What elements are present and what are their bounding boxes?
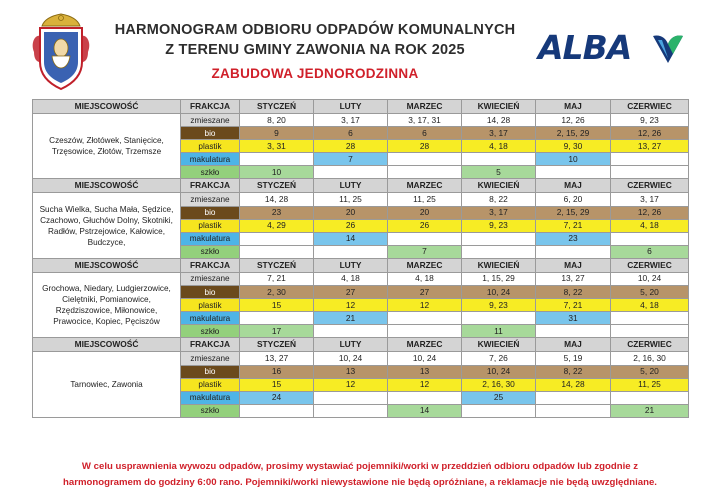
column-header: STYCZEŃ bbox=[240, 100, 314, 114]
subtitle: ZABUDOWA JEDNORODZINNA bbox=[211, 66, 419, 81]
date-cell: 6, 20 bbox=[536, 193, 611, 206]
date-cell: 4, 18 bbox=[462, 140, 536, 153]
date-cell: 26 bbox=[314, 219, 388, 232]
date-cell: 1, 15, 29 bbox=[462, 272, 536, 285]
date-cell: 11 bbox=[462, 325, 536, 338]
date-cell bbox=[536, 391, 611, 404]
fraction-cell: makulatura bbox=[181, 391, 240, 404]
date-cell: 15 bbox=[240, 299, 314, 312]
date-cell: 14, 28 bbox=[462, 114, 536, 127]
header-row bbox=[33, 258, 689, 272]
date-cell: 25 bbox=[462, 391, 536, 404]
column-header: MARZEC bbox=[388, 179, 462, 193]
date-cell: 10 bbox=[536, 153, 611, 166]
date-cell bbox=[240, 312, 314, 325]
date-cell bbox=[462, 245, 536, 258]
date-cell: 5, 19 bbox=[536, 352, 611, 365]
fraction-cell: plastik bbox=[181, 140, 240, 153]
date-cell: 9, 23 bbox=[611, 114, 689, 127]
header-row bbox=[33, 338, 689, 352]
date-cell: 4, 18 bbox=[611, 299, 689, 312]
date-cell: 3, 17 bbox=[462, 127, 536, 140]
date-cell: 12, 26 bbox=[611, 206, 689, 219]
municipality-crest-icon bbox=[30, 12, 92, 92]
date-cell: 2, 30 bbox=[240, 286, 314, 299]
column-header: MAJ bbox=[536, 179, 611, 193]
date-cell: 27 bbox=[314, 286, 388, 299]
date-cell: 10, 24 bbox=[611, 272, 689, 285]
column-header: MIEJSCOWOŚĆ bbox=[33, 100, 181, 114]
fraction-cell: szkło bbox=[181, 325, 240, 338]
date-cell: 10, 24 bbox=[462, 286, 536, 299]
date-cell: 7, 21 bbox=[536, 219, 611, 232]
column-header: LUTY bbox=[314, 338, 388, 352]
date-cell bbox=[462, 404, 536, 417]
date-cell bbox=[388, 153, 462, 166]
column-header: LUTY bbox=[314, 258, 388, 272]
title-line-1: HARMONOGRAM ODBIORU ODPADÓW KOMUNALNYCH bbox=[114, 22, 516, 38]
date-cell bbox=[314, 404, 388, 417]
date-cell: 3, 17, 31 bbox=[388, 114, 462, 127]
date-cell bbox=[611, 232, 689, 245]
title-line-2: Z TERENU GMINY ZAWONIA NA ROK 2025 bbox=[165, 42, 465, 58]
column-header: KWIECIEŃ bbox=[462, 179, 536, 193]
date-cell bbox=[388, 232, 462, 245]
date-cell: 14, 28 bbox=[536, 378, 611, 391]
date-cell bbox=[536, 166, 611, 179]
date-cell bbox=[536, 245, 611, 258]
date-cell: 13, 27 bbox=[536, 272, 611, 285]
date-cell: 7 bbox=[388, 245, 462, 258]
fraction-cell: szkło bbox=[181, 166, 240, 179]
header bbox=[0, 0, 720, 96]
date-cell bbox=[240, 404, 314, 417]
date-cell bbox=[611, 166, 689, 179]
date-cell: 10, 24 bbox=[462, 365, 536, 378]
date-cell bbox=[240, 245, 314, 258]
date-cell: 8, 22 bbox=[536, 365, 611, 378]
date-cell: 9, 23 bbox=[462, 219, 536, 232]
date-cell bbox=[388, 166, 462, 179]
date-cell: 24 bbox=[240, 391, 314, 404]
date-cell bbox=[611, 153, 689, 166]
table-row bbox=[33, 272, 689, 285]
date-cell: 9, 23 bbox=[462, 299, 536, 312]
date-cell: 2, 16, 30 bbox=[462, 378, 536, 391]
column-header: MARZEC bbox=[388, 258, 462, 272]
date-cell bbox=[388, 391, 462, 404]
date-cell: 31 bbox=[536, 312, 611, 325]
column-header: FRAKCJA bbox=[181, 100, 240, 114]
date-cell: 13 bbox=[388, 365, 462, 378]
date-cell bbox=[462, 232, 536, 245]
date-cell: 7, 21 bbox=[240, 272, 314, 285]
date-cell bbox=[536, 325, 611, 338]
date-cell bbox=[240, 153, 314, 166]
date-cell bbox=[462, 153, 536, 166]
column-header: MAJ bbox=[536, 338, 611, 352]
date-cell: 17 bbox=[240, 325, 314, 338]
date-cell: 26 bbox=[388, 219, 462, 232]
fraction-cell: szkło bbox=[181, 245, 240, 258]
date-cell: 27 bbox=[388, 286, 462, 299]
alba-leaf-icon bbox=[650, 30, 686, 66]
date-cell: 11, 25 bbox=[611, 378, 689, 391]
date-cell: 12 bbox=[388, 299, 462, 312]
date-cell: 21 bbox=[611, 404, 689, 417]
date-cell bbox=[314, 391, 388, 404]
column-header: MAJ bbox=[536, 100, 611, 114]
date-cell: 8, 22 bbox=[462, 193, 536, 206]
column-header: MARZEC bbox=[388, 338, 462, 352]
date-cell bbox=[462, 312, 536, 325]
column-header: MIEJSCOWOŚĆ bbox=[33, 179, 181, 193]
fraction-cell: zmieszane bbox=[181, 114, 240, 127]
column-header: KWIECIEŃ bbox=[462, 338, 536, 352]
date-cell: 5, 20 bbox=[611, 365, 689, 378]
date-cell: 12 bbox=[314, 299, 388, 312]
column-header: MARZEC bbox=[388, 100, 462, 114]
column-header: CZERWIEC bbox=[611, 338, 689, 352]
date-cell: 9, 30 bbox=[536, 140, 611, 153]
footer-line-2: harmonogramem do godziny 6:00 rano. Pojemniki/worki niewystawione nie będą opróżniane, a reklamacje nie będą uwzględniane. bbox=[63, 477, 657, 488]
date-cell: 12 bbox=[388, 378, 462, 391]
alba-logo bbox=[538, 30, 688, 66]
date-cell bbox=[240, 232, 314, 245]
fraction-cell: bio bbox=[181, 365, 240, 378]
date-cell: 6 bbox=[611, 245, 689, 258]
date-cell: 7, 21 bbox=[536, 299, 611, 312]
fraction-cell: plastik bbox=[181, 378, 240, 391]
header-row bbox=[33, 179, 689, 193]
date-cell: 3, 31 bbox=[240, 140, 314, 153]
table-row bbox=[33, 352, 689, 365]
column-header: STYCZEŃ bbox=[240, 338, 314, 352]
date-cell: 12, 26 bbox=[536, 114, 611, 127]
column-header: STYCZEŃ bbox=[240, 179, 314, 193]
locality-cell: Tarnowiec, Zawonia bbox=[33, 352, 181, 417]
locality-cell: Grochowa, Niedary, Ludgierzowice, Cielętniki, Pomianowice, Rzędziszowice, Miłonowice, Prawocice, Kopiec, Pęciszów bbox=[33, 272, 181, 337]
date-cell: 20 bbox=[388, 206, 462, 219]
date-cell: 4, 29 bbox=[240, 219, 314, 232]
fraction-cell: makulatura bbox=[181, 312, 240, 325]
date-cell bbox=[314, 245, 388, 258]
date-cell: 11, 25 bbox=[388, 193, 462, 206]
fraction-cell: makulatura bbox=[181, 153, 240, 166]
date-cell: 3, 17 bbox=[611, 193, 689, 206]
date-cell: 11, 25 bbox=[314, 193, 388, 206]
fraction-cell: zmieszane bbox=[181, 352, 240, 365]
column-header: MIEJSCOWOŚĆ bbox=[33, 338, 181, 352]
fraction-cell: bio bbox=[181, 206, 240, 219]
column-header: KWIECIEŃ bbox=[462, 100, 536, 114]
fraction-cell: makulatura bbox=[181, 232, 240, 245]
column-header: LUTY bbox=[314, 179, 388, 193]
column-header: CZERWIEC bbox=[611, 100, 689, 114]
date-cell bbox=[611, 312, 689, 325]
footer-notice bbox=[20, 459, 700, 491]
column-header: MAJ bbox=[536, 258, 611, 272]
date-cell: 13, 27 bbox=[611, 140, 689, 153]
date-cell: 28 bbox=[388, 140, 462, 153]
fraction-cell: szkło bbox=[181, 404, 240, 417]
date-cell: 7 bbox=[314, 153, 388, 166]
date-cell: 2, 15, 29 bbox=[536, 127, 611, 140]
column-header: FRAKCJA bbox=[181, 258, 240, 272]
date-cell: 3, 17 bbox=[462, 206, 536, 219]
date-cell bbox=[611, 391, 689, 404]
footer-line-1: W celu usprawnienia wywozu odpadów, prosimy wystawiać pojemniki/worki w przeddzień odbioru odpadów lub zgodnie z bbox=[81, 461, 639, 472]
table-row bbox=[33, 114, 689, 127]
fraction-cell: zmieszane bbox=[181, 272, 240, 285]
date-cell: 12, 26 bbox=[611, 127, 689, 140]
date-cell: 21 bbox=[314, 312, 388, 325]
fraction-cell: bio bbox=[181, 286, 240, 299]
date-cell: 6 bbox=[314, 127, 388, 140]
date-cell bbox=[388, 312, 462, 325]
column-header: STYCZEŃ bbox=[240, 258, 314, 272]
date-cell: 4, 18 bbox=[388, 272, 462, 285]
date-cell: 12 bbox=[314, 378, 388, 391]
column-header: CZERWIEC bbox=[611, 258, 689, 272]
date-cell: 10, 24 bbox=[314, 352, 388, 365]
column-header: FRAKCJA bbox=[181, 179, 240, 193]
date-cell: 5 bbox=[462, 166, 536, 179]
date-cell: 14, 28 bbox=[240, 193, 314, 206]
date-cell: 15 bbox=[240, 378, 314, 391]
date-cell: 2, 16, 30 bbox=[611, 352, 689, 365]
date-cell: 13, 27 bbox=[240, 352, 314, 365]
date-cell bbox=[314, 325, 388, 338]
date-cell: 5, 20 bbox=[611, 286, 689, 299]
schedule-table bbox=[32, 99, 689, 418]
date-cell: 14 bbox=[388, 404, 462, 417]
date-cell: 10 bbox=[240, 166, 314, 179]
date-cell: 3, 17 bbox=[314, 114, 388, 127]
column-header: MIEJSCOWOŚĆ bbox=[33, 258, 181, 272]
date-cell bbox=[388, 325, 462, 338]
date-cell: 20 bbox=[314, 206, 388, 219]
date-cell: 10, 24 bbox=[388, 352, 462, 365]
fraction-cell: zmieszane bbox=[181, 193, 240, 206]
date-cell bbox=[314, 166, 388, 179]
header-row bbox=[33, 100, 689, 114]
fraction-cell: bio bbox=[181, 127, 240, 140]
date-cell: 7, 26 bbox=[462, 352, 536, 365]
date-cell: 23 bbox=[240, 206, 314, 219]
alba-logo-text: ALBA bbox=[538, 28, 632, 67]
locality-cell: Sucha Wielka, Sucha Mała, Sędzice, Czachowo, Głuchów Dolny, Skotniki, Radłów, Pstrzejowice, Kałowice, Budczyce, bbox=[33, 193, 181, 258]
date-cell: 2, 15, 29 bbox=[536, 206, 611, 219]
fraction-cell: plastik bbox=[181, 299, 240, 312]
date-cell: 16 bbox=[240, 365, 314, 378]
date-cell: 4, 18 bbox=[314, 272, 388, 285]
date-cell bbox=[611, 325, 689, 338]
date-cell: 14 bbox=[314, 232, 388, 245]
locality-cell: Czeszów, Złotówek, Stanięcice, Trzęsowice, Złotów, Trzemsze bbox=[33, 114, 181, 179]
column-header: KWIECIEŃ bbox=[462, 258, 536, 272]
date-cell: 6 bbox=[388, 127, 462, 140]
date-cell: 9 bbox=[240, 127, 314, 140]
date-cell bbox=[536, 404, 611, 417]
date-cell: 8, 20 bbox=[240, 114, 314, 127]
date-cell: 8, 22 bbox=[536, 286, 611, 299]
column-header: LUTY bbox=[314, 100, 388, 114]
date-cell: 13 bbox=[314, 365, 388, 378]
column-header: FRAKCJA bbox=[181, 338, 240, 352]
fraction-cell: plastik bbox=[181, 219, 240, 232]
date-cell: 23 bbox=[536, 232, 611, 245]
date-cell: 28 bbox=[314, 140, 388, 153]
date-cell: 4, 18 bbox=[611, 219, 689, 232]
column-header: CZERWIEC bbox=[611, 179, 689, 193]
table-row bbox=[33, 193, 689, 206]
